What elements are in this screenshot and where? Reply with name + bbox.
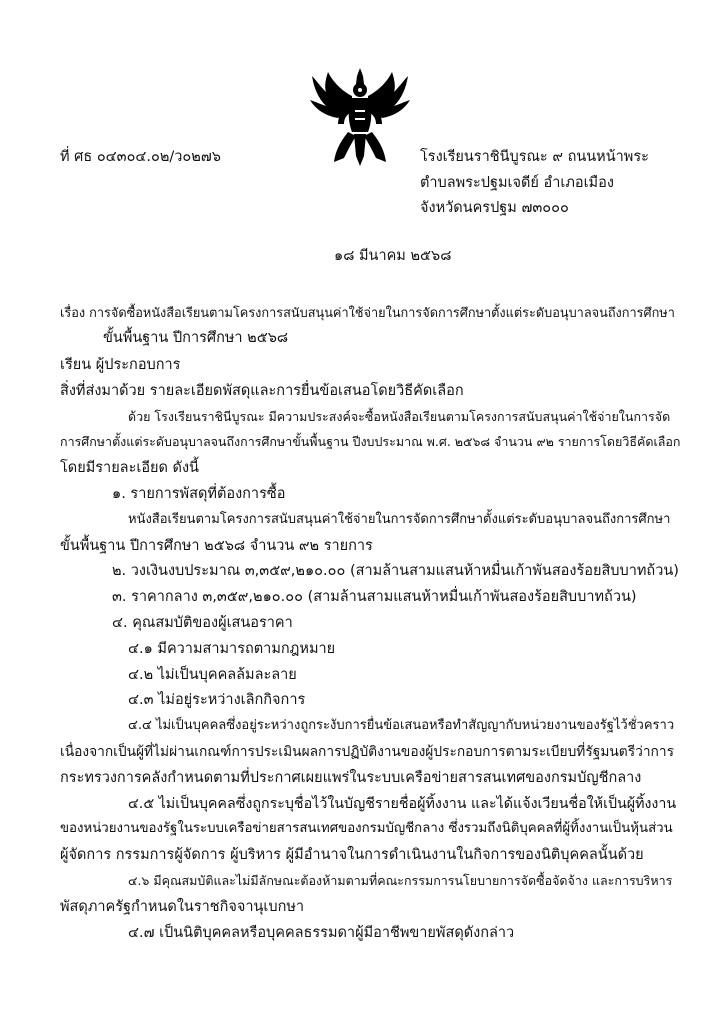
address-line-3: จังหวัดนครปฐม ๗๓๐๐๐ (420, 200, 569, 216)
subject-line-1: เรื่อง การจัดซื้อหนังสือเรียนตามโครงการสนับสนุนค่าใช้จ่ายในการจัดการศึกษาตั้งแต่ระดับอนุบาลจนถึงการศึกษา (60, 306, 675, 321)
item-4-3: ๔.๓ ไม่อยู่ระหว่างเลิกกิจการ (128, 692, 306, 708)
address-line-2: ตำบลพระปฐมเจดีย์ อำเภอเมือง (420, 175, 614, 191)
item-1-title: ๑. รายการพัสดุที่ต้องการซื้อ (112, 486, 286, 502)
document-date: ๑๘ มีนาคม ๒๕๖๘ (334, 248, 452, 264)
item-4-title: ๔. คุณสมบัติของผู้เสนอราคา (112, 615, 293, 631)
item-4-5-line-3: ผู้จัดการ กรรมการผู้จัดการ ผู้บริหาร ผู้มีอำนาจในการดำเนินงานในกิจการของนิติบุคคลนั้นด้วย (60, 847, 644, 863)
salutation: เรียน ผู้ประกอบการ (60, 357, 181, 373)
reference-number: ที่ ศธ ๐๔๓๐๔.๐๒/ว๐๒๗๖ (60, 149, 221, 165)
item-4-4-line-3: กระทรวงการคลังกำหนดตามที่ประกาศเผยแพร่ในระบบเครือข่ายสารสนเทศของกรมบัญชีกลาง (60, 770, 642, 786)
item-2-budget: ๒. วงเงินงบประมาณ ๓,๓๕๙,๒๑๐.๐๐ (สามล้านสามแสนห้าหมื่นเก้าพันสองร้อยสิบบาทถ้วน) (112, 563, 679, 579)
item-4-6-line-2: พัสดุภาครัฐกำหนดในราชกิจจานุเบกษา (60, 899, 305, 915)
item-4-4-line-2: เนื่องจากเป็นผู้ที่ไม่ผ่านเกณฑ์การประเมินผลการปฏิบัติงานของผู้ประกอบการตามระเบียบที่รัฐมนตรีว่าการ (60, 744, 674, 760)
item-4-4-line-1: ๔.๔ ไม่เป็นบุคคลซึ่งอยู่ระหว่างถูกระงับการยื่นข้อเสนอหรือทำสัญญากับหน่วยงานของรัฐไว้ชั่วคราว (128, 718, 675, 733)
item-1-line-1: หนังสือเรียนตามโครงการสนับสนุนค่าใช้จ่ายในการจัดการศึกษาตั้งแต่ระดับอนุบาลจนถึงการศึกษา (128, 512, 671, 527)
intro-line-3: โดยมีรายละเอียด ดังนี้ (60, 460, 199, 476)
garuda-emblem-icon (304, 66, 416, 168)
item-4-7: ๔.๗ เป็นนิติบุคคลหรือบุคคลธรรมดาผู้มีอาชีพขายพัสดุดังกล่าว (128, 925, 515, 941)
subject-line-2: ขั้นพื้นฐาน ปีการศึกษา ๒๕๖๘ (103, 330, 289, 346)
item-1-line-2: ขั้นพื้นฐาน ปีการศึกษา ๒๕๖๘ จำนวน ๙๒ รายการ (60, 538, 373, 554)
item-4-1: ๔.๑ มีความสามารถตามกฎหมาย (128, 641, 336, 657)
item-4-5-line-2: ของหน่วยงานของรัฐในระบบเครือข่ายสารสนเทศของกรมบัญชีกลาง ซึ่งรวมถึงนิติบุคคลที่ผู้ทิ้งงานเป็นหุ้นส่วน (60, 821, 673, 836)
item-4-5-line-1: ๔.๕ ไม่เป็นบุคคลซึ่งถูกระบุชื่อไว้ในบัญชีรายชื่อผู้ทิ้งงาน และได้แจ้งเวียนชื่อให้เป็นผู้ทิ้งงาน (128, 796, 677, 812)
item-3-median-price: ๓. ราคากลาง ๓,๓๕๙,๒๑๐.๐๐ (สามล้านสามแสนห้าหมื่นเก้าพันสองร้อยสิบบาทถ้วน) (112, 589, 637, 605)
item-4-2: ๔.๒ ไม่เป็นบุคคลล้มละลาย (128, 667, 297, 683)
address-line-1: โรงเรียนราชินีบูรณะ ๙ ถนนหน้าพระ (420, 149, 649, 165)
intro-line-1: ด้วย โรงเรียนราชินีบูรณะ มีความประสงค์จะซื้อหนังสือเรียนตามโครงการสนับสนุนค่าใช้จ่ายในการจัด (128, 409, 671, 424)
enclosure: สิ่งที่ส่งมาด้วย รายละเอียดพัสดุและการยื่นข้อเสนอโดยวิธีคัดเลือก (60, 383, 464, 399)
intro-line-2: การศึกษาตั้งแต่ระดับอนุบาลจนถึงการศึกษาขั้นพื้นฐาน ปีงบประมาณ พ.ศ. ๒๕๖๘ จำนวน ๙๒ รายการโดยวิธีคัดเลือก (60, 434, 681, 449)
item-4-6-line-1: ๔.๖ มีคุณสมบัติและไม่มีลักษณะต้องห้ามตามที่คณะกรรมการนโยบายการจัดซื้อจัดจ้าง และการบริหาร (128, 873, 673, 888)
